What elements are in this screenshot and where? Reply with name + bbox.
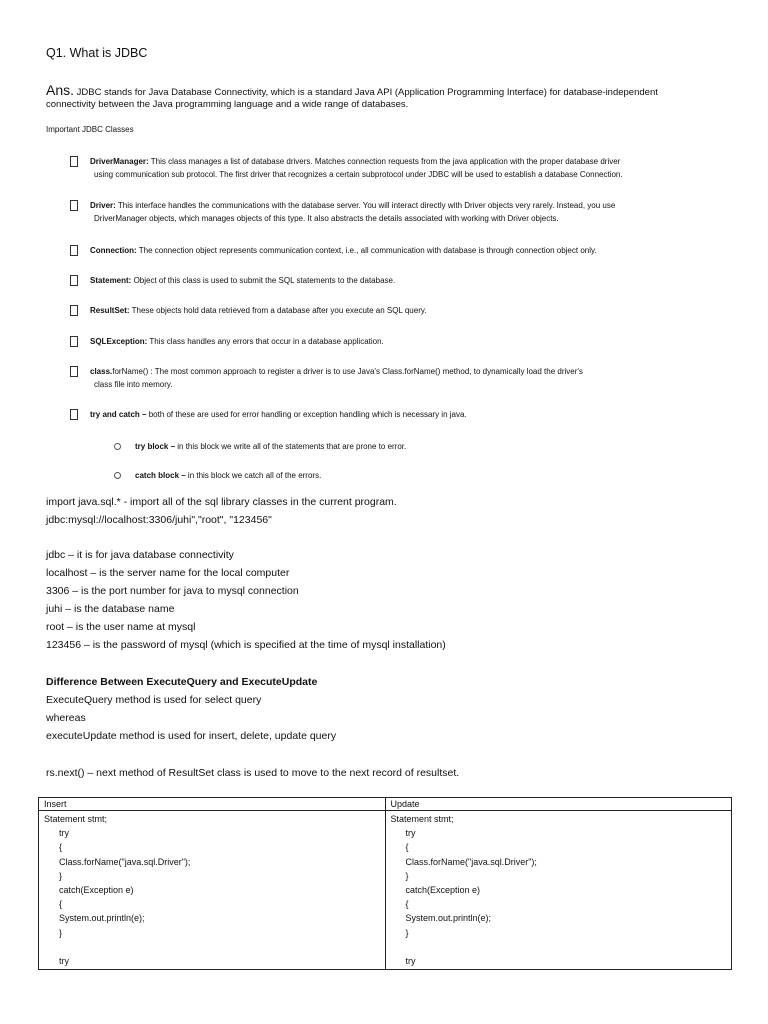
sub-item-term: catch block – [135,471,186,480]
class-item-term: Statement: [90,276,132,285]
circle-bullet-icon [114,472,121,479]
class-item-term: class. [90,367,113,376]
sub-item-text: in this block we write all of the statements that are prone to error. [175,442,407,451]
class-item [90,335,384,348]
bullet-icon [70,200,78,211]
class-item [90,244,597,257]
answer-line-1 [46,82,658,98]
bullet-icon [70,409,78,420]
class-item-text: both of these are used for error handling or exception handling which is necessary in java. [146,410,467,419]
sub-item [135,469,321,482]
answer-text-1: JDBC stands for Java Database Connectivity, which is a standard Java API (Application Programming Interface) for database-independent [76,87,658,98]
explanation-line: localhost – is the server name for the local computer [46,567,290,579]
code-line: { [44,842,63,853]
explanation-line: 123456 – is the password of mysql (which is specified at the time of mysql installation) [46,639,446,651]
bullet-icon [70,366,78,377]
circle-bullet-icon [114,443,121,450]
class-item-text: This class manages a list of database drivers. Matches connection requests from the java application with the proper database driver [148,157,621,166]
code-line: System.out.println(e); [390,913,492,924]
sub-item-term: try block – [135,442,176,451]
class-item-continuation: using communication sub protocol. The first driver that recognizes a certain subprotocol under JDBC will be used to establish a database Connection. [94,170,623,179]
explanation-line: 3306 – is the port number for java to mysql connection [46,585,299,597]
class-item-text: This interface handles the communications with the database server. You will interact directly with Driver objects very rarely. Instead, you use [115,201,616,210]
code-line: } [390,870,409,881]
class-item-text: Object of this class is used to submit the SQL statements to the database. [131,276,396,285]
bullet-icon [70,156,78,167]
class-item-term: Connection: [90,246,137,255]
class-item [90,155,620,168]
class-item [90,304,426,317]
code-line: } [44,927,63,938]
explanation-line: jdbc – it is for java database connectivity [46,549,234,561]
sub-item [135,440,406,453]
bullet-icon [70,336,78,347]
answer-label: Ans. [46,82,75,98]
jdbc-url-line: jdbc:mysql://localhost:3306/juhi","root", "123456" [46,514,272,526]
difference-line: whereas [46,712,86,724]
bullet-icon [70,305,78,316]
code-line: { [390,899,409,910]
code-line: Statement stmt; [44,814,108,824]
bullet-icon [70,245,78,256]
code-line [391,940,727,954]
insert-code-lines [44,812,380,968]
code-line: { [44,899,63,910]
class-item-text: These objects hold data retrieved from a database after you execute an SQL query. [129,306,427,315]
table-row [39,811,732,970]
update-code-cell [385,811,732,970]
class-item-term: SQLException: [90,337,148,346]
table-header-row [39,798,732,811]
code-line: } [44,870,63,881]
table-header-update: Update [385,798,732,811]
code-line: try [44,956,70,967]
code-line: Statement stmt; [390,814,454,824]
rsnext-line: rs.next() – next method of ResultSet class is used to move to the next record of resultset. [46,767,460,779]
class-item-term: try and catch – [90,410,147,419]
code-line: Class.forName("java.sql.Driver"); [390,856,537,867]
code-line: System.out.println(e); [44,913,145,924]
explanation-line: juhi – is the database name [46,603,175,615]
class-item-continuation: DriverManager objects, which manages objects of this type. It also abstracts the details associated with working with Driver objects. [94,214,559,223]
difference-line: executeUpdate method is used for insert, delete, update query [46,730,337,742]
bullet-icon [70,275,78,286]
import-line: import java.sql.* - import all of the sql library classes in the current program. [46,496,397,508]
code-line: Class.forName("java.sql.Driver"); [44,856,191,867]
classes-heading: Important JDBC Classes [46,125,134,134]
code-line: try [390,828,416,839]
code-line: } [390,927,409,938]
code-line: catch(Exception e) [390,885,481,896]
code-comparison-table [38,797,732,970]
class-item-continuation: class file into memory. [94,380,173,389]
code-line: catch(Exception e) [44,885,134,896]
difference-heading: Difference Between ExecuteQuery and ExecuteUpdate [46,676,318,688]
class-item [90,365,583,378]
class-item [90,199,615,212]
class-item-term: ResultSet: [90,306,130,315]
class-item-text: The connection object represents communication context, i.e., all communication with database is through connection object only. [136,246,597,255]
difference-line: ExecuteQuery method is used for select query [46,694,262,706]
code-line: try [44,828,70,839]
question-title: Q1. What is JDBC [46,46,148,60]
class-item [90,274,395,287]
class-item [90,408,467,421]
code-line [44,940,380,954]
update-code-lines [391,812,727,968]
sub-item-text: in this block we catch all of the errors. [185,471,322,480]
class-item-text: This class handles any errors that occur in a database application. [147,337,384,346]
explanation-line: root – is the user name at mysql [46,621,196,633]
table-header-insert: Insert [39,798,386,811]
class-item-term: Driver: [90,201,116,210]
code-line: try [390,956,416,967]
class-item-term: DriverManager: [90,157,149,166]
insert-code-cell [39,811,386,970]
answer-line-2: connectivity between the Java programming language and a wide range of databases. [46,99,409,110]
class-item-text: forName() : The most common approach to register a driver is to use Java's Class.forName() method, to dynamically load the driver's [112,367,583,376]
code-line: { [390,842,409,853]
